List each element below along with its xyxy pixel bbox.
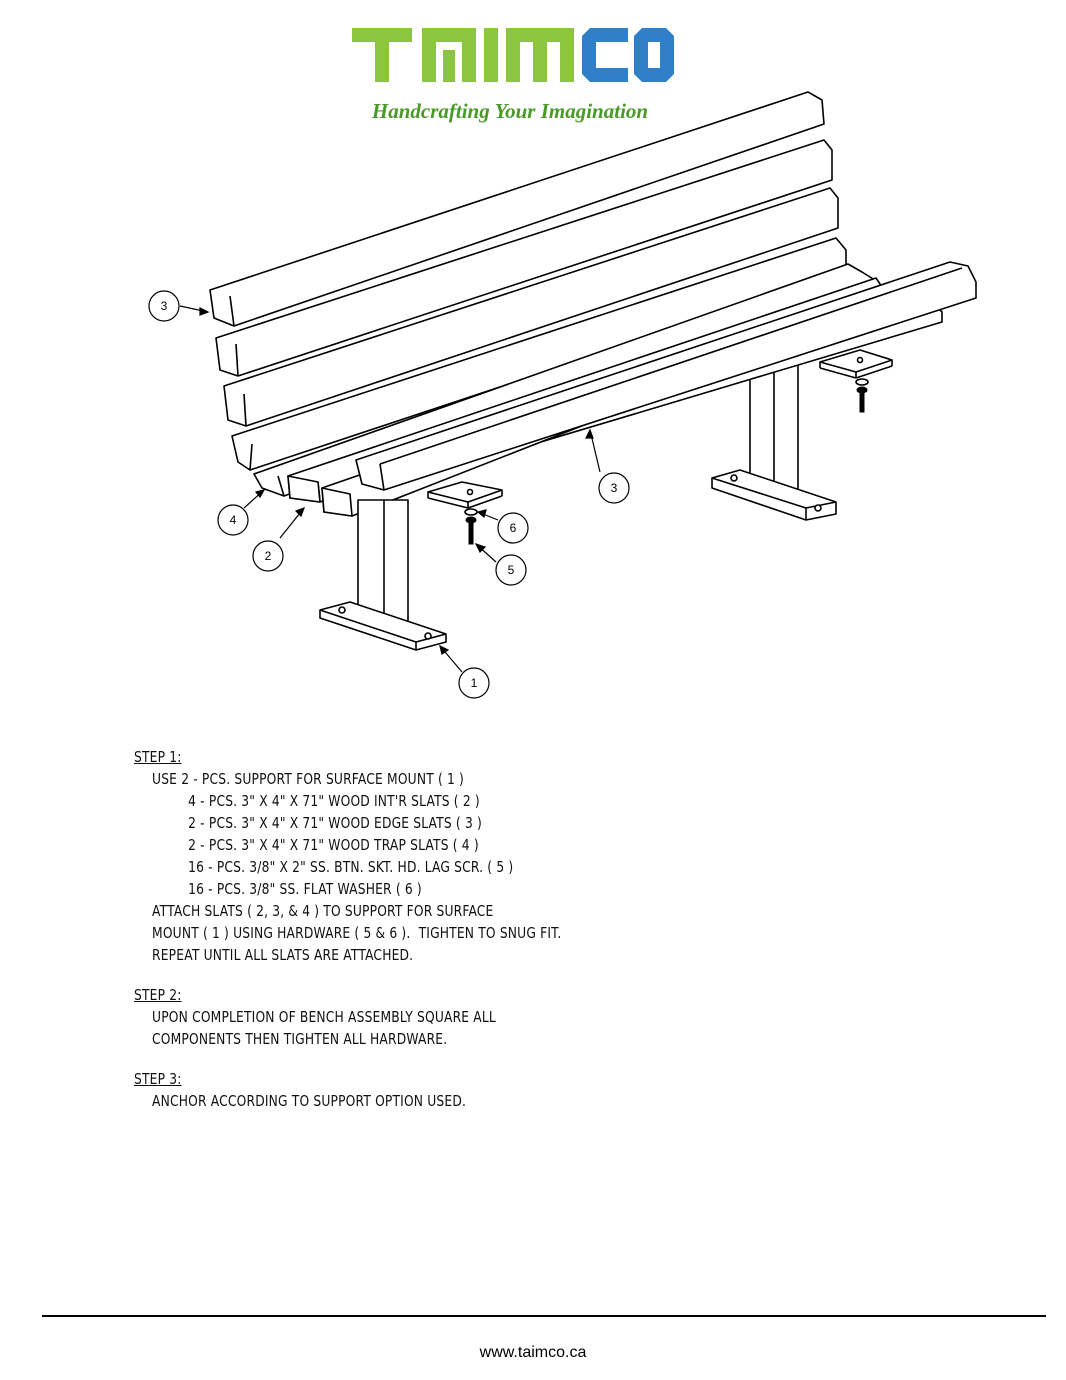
callout-6: [498, 513, 528, 543]
assembly-instructions: [134, 746, 659, 1130]
step-2-line: UPON COMPLETION OF BENCH ASSEMBLY SQUARE ALL: [152, 1008, 496, 1026]
svg-text:2: 2: [264, 549, 272, 563]
step-1-title: STEP 1:: [134, 748, 182, 766]
step-1-line: USE 2 - PCS. SUPPORT FOR SURFACE MOUNT ( 1 ): [152, 770, 465, 788]
footer-divider: [42, 1315, 1046, 1317]
svg-text:4: 4: [229, 513, 237, 527]
callout-2: [253, 541, 283, 571]
step-1-line: 2 - PCS. 3" X 4" X 71" WOOD EDGE SLATS ( 3 ): [188, 814, 482, 832]
step-1-line: 2 - PCS. 3" X 4" X 71" WOOD TRAP SLATS ( 4 ): [188, 836, 479, 854]
step-1-line: 16 - PCS. 3/8" SS. FLAT WASHER ( 6 ): [188, 880, 422, 898]
callout-4: [218, 505, 248, 535]
logo-letters: [352, 28, 674, 82]
svg-text:5: 5: [507, 563, 515, 577]
callout-1: [459, 668, 489, 698]
svg-text:6: 6: [509, 521, 517, 535]
svg-text:1: 1: [470, 676, 478, 690]
step-1-line: 16 - PCS. 3/8" X 2" SS. BTN. SKT. HD. LAG SCR. ( 5 ): [188, 858, 514, 876]
step-2-title: STEP 2:: [134, 986, 182, 1004]
step-1-line: ATTACH SLATS ( 2, 3, & 4 ) TO SUPPORT FOR SURFACE: [152, 902, 494, 920]
step-1-line: 4 - PCS. 3" X 4" X 71" WOOD INT'R SLATS ( 2 ): [188, 792, 480, 810]
logo-tagline: Handcrafting Your Imagination: [371, 99, 649, 123]
front-top-plate: [428, 482, 502, 508]
support-front: [320, 500, 446, 650]
callout-3-back: [149, 291, 179, 321]
callout-5: [496, 555, 526, 585]
step-3-line: ANCHOR ACCORDING TO SUPPORT OPTION USED.: [152, 1092, 467, 1110]
callout-3-seat: [599, 473, 629, 503]
step-1-line: MOUNT ( 1 ) USING HARDWARE ( 5 & 6 ). TIGHTEN TO SNUG FIT.: [152, 924, 562, 942]
svg-text:3: 3: [160, 299, 168, 313]
footer-website-link[interactable]: www.taimco.ca: [479, 1344, 587, 1361]
step-3: [134, 1068, 659, 1112]
lag-screw-rear: [856, 379, 868, 412]
step-2: [134, 984, 659, 1050]
step-1-line: REPEAT UNTIL ALL SLATS ARE ATTACHED.: [152, 946, 414, 964]
step-3-title: STEP 3:: [134, 1070, 182, 1088]
lag-screw-front: [465, 509, 477, 544]
bench-assembly-diagram: [0, 80, 1066, 710]
svg-text:3: 3: [610, 481, 618, 495]
step-2-line: COMPONENTS THEN TIGHTEN ALL HARDWARE.: [152, 1030, 448, 1048]
step-1: [134, 746, 659, 966]
